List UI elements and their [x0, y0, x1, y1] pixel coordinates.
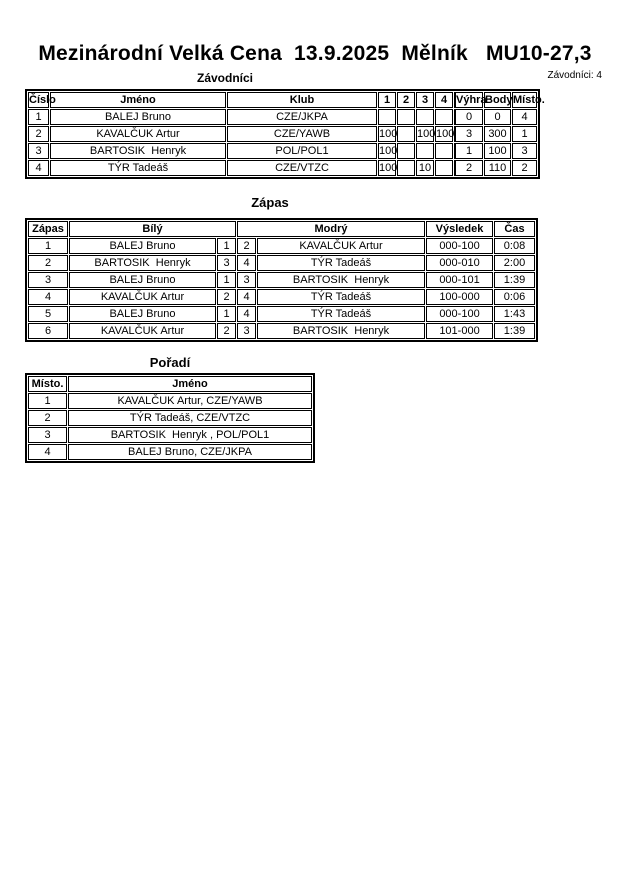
match-result: 101-000 [426, 323, 493, 339]
competitor-name: KAVALČUK Artur [50, 126, 226, 142]
competitors-count: Závodníci: 4 [547, 70, 602, 81]
match-result: 000-100 [426, 238, 493, 254]
ranking-header-row [28, 376, 312, 392]
competitor-name: BARTOSIK Henryk [50, 143, 226, 159]
match-number: 6 [28, 323, 68, 339]
match-blue-number: 4 [237, 306, 256, 322]
col-header-points: Body [485, 94, 513, 106]
competitor-points: 100 [484, 143, 511, 159]
match-number: 3 [28, 272, 68, 288]
col-header-rank-place: Místo. [28, 376, 67, 392]
competitor-round3-score: 100 [417, 128, 436, 140]
match-blue-number: 4 [237, 289, 256, 305]
matches-section-title: Zápas [251, 195, 289, 210]
competitor-place: 3 [512, 143, 537, 159]
col-header-match: Zápas [28, 221, 68, 237]
competitor-round2-score [397, 109, 415, 125]
col-header-round1: 1 [378, 92, 396, 108]
match-result: 000-010 [426, 255, 493, 271]
matches-table [25, 218, 538, 342]
competitor-round1-score [378, 109, 396, 125]
col-header-white: Bílý [69, 221, 236, 237]
match-number: 5 [28, 306, 68, 322]
competitor-row [28, 126, 537, 142]
ranking-name: BARTOSIK Henryk , POL/POL1 [68, 427, 312, 443]
match-blue-name: KAVALČUK Artur [257, 238, 425, 254]
col-header-place: Místo. [513, 94, 545, 106]
match-white-number: 3 [217, 255, 236, 271]
competitor-round2-score [397, 126, 415, 142]
ranking-name: KAVALČUK Artur, CZE/YAWB [68, 393, 312, 409]
match-white-name: BALEJ Bruno [69, 306, 216, 322]
competitor-round3-score: 10 [416, 160, 434, 176]
match-time: 0:08 [494, 238, 535, 254]
match-white-number: 1 [217, 306, 236, 322]
competitor-round4-score: 100 [436, 128, 455, 140]
match-blue-name: TÝR Tadeáš [257, 289, 425, 305]
match-result: 000-101 [426, 272, 493, 288]
col-header-round4: 4 [435, 92, 453, 108]
ranking-row [28, 410, 312, 426]
competitor-row [28, 143, 537, 159]
competitor-round4-score [435, 109, 453, 125]
competitor-number: 1 [28, 109, 49, 125]
match-white-number: 1 [217, 238, 236, 254]
match-white-name: KAVALČUK Artur [69, 289, 216, 305]
competitor-number: 4 [28, 160, 49, 176]
match-white-number: 2 [217, 323, 236, 339]
match-white-name: BALEJ Bruno [69, 272, 216, 288]
competitor-place: 2 [512, 160, 537, 176]
competitor-points: 110 [484, 160, 511, 176]
match-blue-name: BARTOSIK Henryk [257, 272, 425, 288]
competitors-header-row [28, 92, 537, 108]
ranking-place: 1 [28, 393, 67, 409]
ranking-place: 3 [28, 427, 67, 443]
match-row [28, 272, 535, 288]
competitor-round2-score [397, 143, 415, 159]
competitor-place: 4 [512, 109, 537, 125]
col-header-round3: 3 [416, 92, 434, 108]
competitor-club: POL/POL1 [227, 143, 377, 159]
ranking-name: TÝR Tadeáš, CZE/VTZC [68, 410, 312, 426]
competitor-wins: 3 [454, 126, 483, 142]
match-time: 1:43 [494, 306, 535, 322]
match-number: 2 [28, 255, 68, 271]
match-white-number: 2 [217, 289, 236, 305]
match-blue-number: 2 [237, 238, 256, 254]
col-header-round2: 2 [397, 92, 415, 108]
match-result: 000-100 [426, 306, 493, 322]
competitor-round3-score [416, 109, 434, 125]
competitor-round2-score [397, 160, 415, 176]
competitor-round1-score: 100 [379, 162, 398, 174]
ranking-section-title: Pořadí [149, 355, 191, 370]
page-title: Mezinárodní Velká Cena 13.9.2025 Mělník MU10-27,3 [38, 42, 592, 65]
competitor-row [28, 109, 537, 125]
competitor-name: TÝR Tadeáš [50, 160, 226, 176]
competitor-number: 2 [28, 126, 49, 142]
match-time: 0:06 [494, 289, 535, 305]
competitor-row [28, 160, 537, 176]
competitor-points: 300 [484, 126, 511, 142]
match-white-number: 1 [217, 272, 236, 288]
match-number: 1 [28, 238, 68, 254]
ranking-name: BALEJ Bruno, CZE/JKPA [68, 444, 312, 460]
competitor-points: 0 [484, 109, 511, 125]
match-blue-name: TÝR Tadeáš [257, 255, 425, 271]
col-header-rank-name: Jméno [68, 376, 312, 392]
competitor-wins: 2 [454, 160, 483, 176]
col-header-result: Výsledek [426, 221, 493, 237]
match-number: 4 [28, 289, 68, 305]
match-row [28, 255, 535, 271]
competitor-round1-score: 100 [379, 145, 398, 157]
col-header-blue: Modrý [237, 221, 425, 237]
match-blue-name: TÝR Tadeáš [257, 306, 425, 322]
ranking-place: 4 [28, 444, 67, 460]
competitor-round4-score [435, 143, 453, 159]
match-time: 1:39 [494, 323, 535, 339]
match-time: 2:00 [494, 255, 535, 271]
match-blue-number: 3 [237, 272, 256, 288]
competitor-name: BALEJ Bruno [50, 109, 226, 125]
competitor-round1-score: 100 [379, 128, 398, 140]
competitor-wins: 1 [454, 143, 483, 159]
ranking-row [28, 444, 312, 460]
match-row [28, 306, 535, 322]
match-blue-name: BARTOSIK Henryk [257, 323, 425, 339]
competitor-club: CZE/JKPA [227, 109, 377, 125]
competitor-club: CZE/YAWB [227, 126, 377, 142]
matches-header-row [28, 221, 535, 237]
ranking-row [28, 427, 312, 443]
match-time: 1:39 [494, 272, 535, 288]
match-blue-number: 4 [237, 255, 256, 271]
match-blue-number: 3 [237, 323, 256, 339]
ranking-row [28, 393, 312, 409]
competitors-section-label: Závodníci [196, 71, 253, 85]
match-white-name: KAVALČUK Artur [69, 323, 216, 339]
match-row [28, 323, 535, 339]
competitor-round3-score [416, 143, 434, 159]
ranking-table [25, 373, 315, 463]
competitor-number: 3 [28, 143, 49, 159]
competitor-club: CZE/VTZC [227, 160, 377, 176]
match-result: 100-000 [426, 289, 493, 305]
match-white-name: BARTOSIK Henryk [69, 255, 216, 271]
col-header-wins: Výhra [456, 94, 487, 106]
match-row [28, 289, 535, 305]
competitor-wins: 0 [454, 109, 483, 125]
ranking-place: 2 [28, 410, 67, 426]
competitor-place: 1 [512, 126, 537, 142]
col-header-number: Číslo [29, 94, 56, 106]
match-white-name: BALEJ Bruno [69, 238, 216, 254]
col-header-time: Čas [494, 221, 535, 237]
col-header-club: Klub [227, 92, 377, 108]
match-row [28, 238, 535, 254]
col-header-name: Jméno [50, 92, 226, 108]
competitor-round4-score [435, 160, 453, 176]
competitors-table [25, 89, 545, 179]
